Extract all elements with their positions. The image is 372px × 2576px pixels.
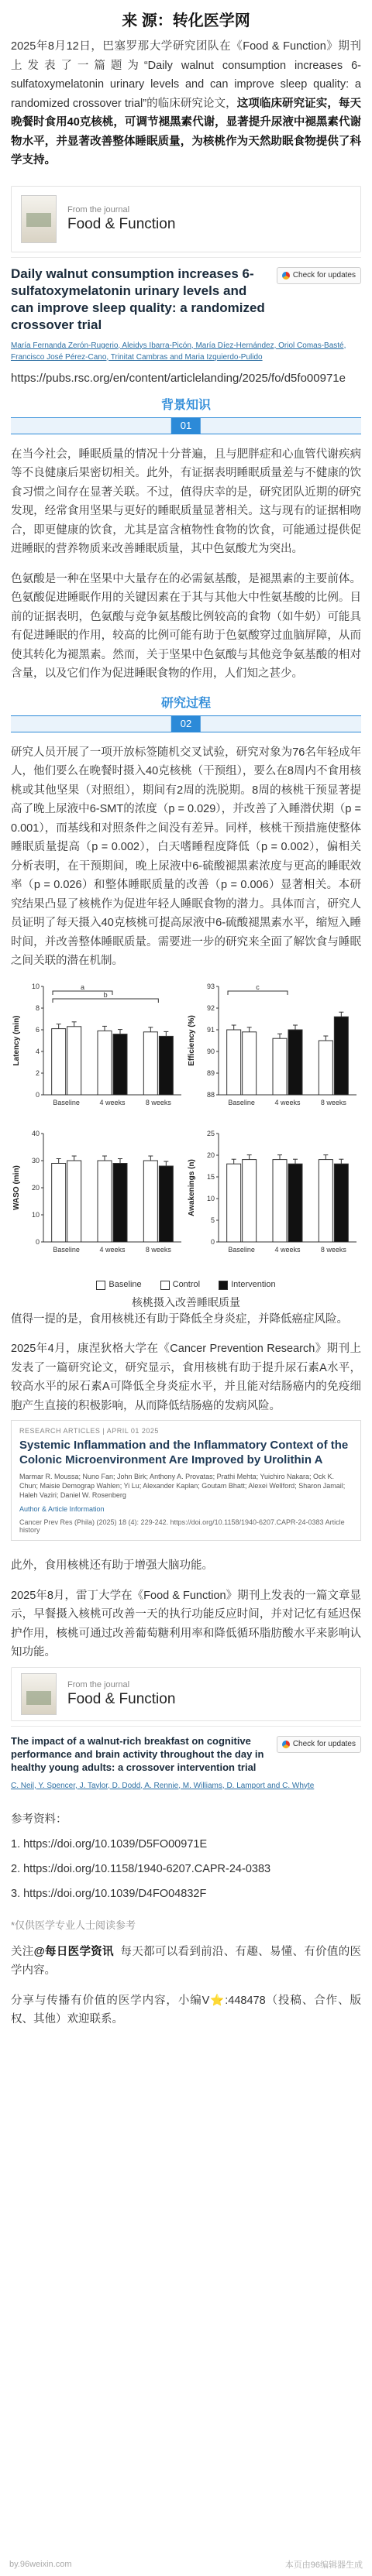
bar-control xyxy=(273,1159,287,1241)
bar-control xyxy=(319,1041,332,1095)
bar-control xyxy=(227,1030,241,1095)
brain-paragraph: 此外，食用核桃还有助于增强大脑功能。 xyxy=(11,1559,213,1572)
intro-paragraph xyxy=(0,37,372,170)
bar-control xyxy=(98,1161,112,1242)
bar-control xyxy=(273,1038,287,1095)
journal-name: Food & Function xyxy=(67,215,176,232)
legend-intervention: Intervention xyxy=(219,1280,275,1289)
article-title[interactable]: The impact of a walnut-rich breakfast on cognitive performance and brain activity throughout the day in healthy young adults: a crossover intervention trial xyxy=(11,1734,264,1773)
intro-bold: 这项临床研究证实，每天晚餐时食用40克核桃，可调节褪黑素代谢，显著提升尿液中褪黑素代谢物水平，并显著改善整体睡眠质量，为核桃作为天然助眠食物提供了科学支持。 xyxy=(11,97,361,166)
reference-item[interactable]: 2. https://doi.org/10.1158/1940-6207.CAPR-24-0383 xyxy=(11,1862,271,1875)
article-title[interactable]: Daily walnut consumption increases 6-sulfatoxymelatonin urinary levels and can improve sleep quality: a randomized crossover trial xyxy=(11,266,265,332)
y-axis-label: Latency (min) xyxy=(12,1014,21,1066)
section-process-head xyxy=(0,693,372,732)
bar-control xyxy=(143,1161,157,1242)
y-tick-label: 40 xyxy=(31,1129,40,1137)
significance-bracket xyxy=(53,999,158,1003)
inflammation-note: 值得一提的是，食用核桃还有助于降低全身炎症，并降低癌症风险。 xyxy=(11,1312,348,1326)
section-number: 01 xyxy=(171,418,201,434)
y-tick-label: 0 xyxy=(35,1090,40,1099)
check-updates-label: Check for updates xyxy=(292,271,356,280)
journal-card-2[interactable] xyxy=(11,1667,361,1721)
x-tick-label: 8 weeks xyxy=(320,1098,346,1106)
check-updates-button[interactable] xyxy=(277,1736,361,1753)
crossmark-icon xyxy=(282,272,290,280)
background-paragraph-2: 色氨酸是一种在坚果中大量存在的必需氨基酸，是褪黑素的主要前体。色氨酸促进睡眠作用的关键因素在于其与其他大中性氨基酸的比例。目前的证据表明，色氨酸与竞争氨基酸比例较高的食物（如牛奶）可能具有促进睡眠的作用，较高的比例可能有助于色氨酸穿过血脑屏障，从而使其转化为褪黑素。然而，关于坚果中色氨酸与其他竞争氨基酸的相对含量，以及它们作为促进睡眠食物的作用，人们知之甚少。 xyxy=(11,572,361,680)
latency-chart xyxy=(11,977,186,1124)
x-tick-label: Baseline xyxy=(53,1245,80,1254)
y-tick-label: 89 xyxy=(206,1068,215,1077)
reference-item[interactable]: 1. https://doi.org/10.1039/D5FO00971E xyxy=(11,1837,208,1851)
footer-right: 本页由96编辑器生成 xyxy=(284,2561,363,2570)
check-updates-label: Check for updates xyxy=(292,1740,356,1748)
bar-intervention xyxy=(334,1017,348,1095)
journal-meta: From the journal xyxy=(67,204,130,214)
x-tick-label: 4 weeks xyxy=(99,1245,126,1254)
y-axis-label: Efficiency (%) xyxy=(188,1014,196,1066)
legend-baseline: Baseline xyxy=(96,1280,141,1289)
author-info-link[interactable]: Author & Article Information xyxy=(19,1505,105,1513)
y-tick-label: 0 xyxy=(210,1237,215,1246)
article-url[interactable]: https://pubs.rsc.org/en/content/articlelanding/2025/fo/d5fo00971e xyxy=(11,371,346,385)
y-tick-label: 90 xyxy=(206,1047,215,1055)
account-name[interactable]: @每日医学资讯 xyxy=(33,1945,114,1958)
y-tick-label: 2 xyxy=(35,1068,40,1077)
chart-legend xyxy=(11,1280,361,1289)
y-tick-label: 88 xyxy=(206,1090,215,1099)
y-axis-label: Awakenings (n) xyxy=(188,1158,196,1216)
x-tick-label: 4 weeks xyxy=(274,1245,301,1254)
y-tick-label: 15 xyxy=(206,1172,215,1181)
y-tick-label: 5 xyxy=(210,1216,215,1224)
follow-suffix: 每天都可以看到前沿、有趣、易懂、有价值的医学内容。 xyxy=(11,1945,362,1977)
section-number-bar xyxy=(11,715,361,732)
bar-intervention xyxy=(113,1163,127,1242)
bar-control xyxy=(52,1163,66,1242)
significance-bracket xyxy=(228,991,288,995)
journal-cover-image xyxy=(21,1673,57,1715)
section-title: 背景知识 xyxy=(160,398,211,412)
follow-paragraph xyxy=(0,1943,372,1981)
y-tick-label: 6 xyxy=(35,1025,40,1034)
journal-card[interactable] xyxy=(11,186,361,252)
awakenings-chart xyxy=(186,1124,361,1271)
bar-control xyxy=(319,1159,332,1241)
share-paragraph: 分享与传播有价值的医学内容，小编V⭐:448478（投稿、合作、版权、其他）欢迎联系。 xyxy=(11,1994,361,2025)
y-tick-label: 10 xyxy=(31,982,40,990)
bar-intervention xyxy=(334,1164,348,1242)
footer-left: by.96weixin.com xyxy=(9,2560,72,2569)
y-tick-label: 25 xyxy=(206,1129,215,1137)
x-tick-label: 8 weeks xyxy=(145,1098,171,1106)
y-tick-label: 91 xyxy=(206,1025,215,1034)
section-title: 研究过程 xyxy=(160,696,211,710)
follow-prefix: 关注 xyxy=(11,1945,34,1958)
sleep-charts-figure xyxy=(11,977,361,1290)
y-tick-label: 93 xyxy=(206,982,215,990)
significance-label: c xyxy=(256,983,260,991)
significance-label: b xyxy=(103,990,108,999)
chart-caption: 核桃摄入改善睡眠质量 xyxy=(132,1295,240,1309)
legend-control: Control xyxy=(160,1280,200,1289)
research-article-card[interactable] xyxy=(11,1420,361,1541)
article-authors[interactable]: María Fernanda Zerón-Rugerio, Aleidys Ibarra-Picón, María Díez-Hernández, Oriol Comas-Basté, Francisco José Pérez-Cano, Trinitat Cambras and Maria Izquierdo-Pulido xyxy=(11,341,346,362)
journal-cover-image xyxy=(21,195,57,243)
x-tick-label: Baseline xyxy=(53,1098,80,1106)
x-tick-label: Baseline xyxy=(228,1245,255,1254)
references xyxy=(0,1807,372,1906)
bar-control xyxy=(227,1164,241,1242)
bar-intervention xyxy=(288,1030,302,1095)
journal-name: Food & Function xyxy=(67,1690,176,1707)
x-tick-label: 4 weeks xyxy=(274,1098,301,1106)
waso-chart xyxy=(11,1124,186,1271)
bar-intervention xyxy=(243,1159,257,1241)
article-authors: Marmar R. Moussa; Nuno Fan; John Birk; Anthony A. Provatas; Prathi Mehta; Yuichiro Nakara; Ock K. Chun; Maisie Demograp Wahlen; Yi Lu; Alexander Kaplan; Goutam Bhatt; Alexei Wellford; Sharon Jamail; Haleh Vaziri; Daniel W. Rosenberg xyxy=(19,1473,346,1499)
x-tick-label: 8 weeks xyxy=(145,1245,171,1254)
references-title: 参考资料： xyxy=(11,1813,67,1826)
bar-intervention xyxy=(67,1026,81,1094)
check-updates-button[interactable] xyxy=(277,267,361,284)
y-tick-label: 8 xyxy=(35,1003,40,1012)
article-category: RESEARCH ARTICLES | APRIL 01 2025 xyxy=(19,1427,159,1435)
bar-intervention xyxy=(288,1164,302,1242)
section-number: 02 xyxy=(171,716,201,732)
bar-intervention xyxy=(67,1161,81,1242)
article-citation: Cancer Prev Res (Phila) (2025) 18 (4): 229-242. https://doi.org/10.1158/1940-6207.CAPR-24-0383 Article history xyxy=(19,1518,345,1534)
bar-intervention xyxy=(159,1036,173,1095)
y-tick-label: 92 xyxy=(206,1003,215,1012)
background-paragraph-1: 在当今社会，睡眠质量的情况十分普遍，且与肥胖症和心血管代谢疾病等不良健康后果密切相关。此外，有证据表明睡眠质量差与不健康的饮食习惯之间存在显著关联。不过，值得庆幸的是，研究团队近期的研究发现，经常食用坚果与更好的睡眠质量显著相关。这与现有的证据相吻合，即更健康的饮食，尤其是富含植物性食物的饮食，可能通过提供促进睡眠的营养物质来改善睡眠质量，其中色氨酸尤为突出。 xyxy=(11,448,361,555)
section-background-head xyxy=(0,395,372,434)
section-number-bar xyxy=(11,417,361,434)
page-footer xyxy=(0,2553,372,2576)
y-tick-label: 0 xyxy=(35,1237,40,1246)
efficiency-chart xyxy=(186,977,361,1124)
bar-intervention xyxy=(243,1031,257,1094)
bar-intervention xyxy=(159,1166,173,1242)
journal-meta: From the journal xyxy=(67,1679,130,1689)
source-header: 来 源：转化医学网 xyxy=(122,12,250,29)
crossmark-icon xyxy=(282,1741,290,1748)
y-tick-label: 10 xyxy=(206,1194,215,1202)
y-tick-label: 20 xyxy=(206,1151,215,1159)
bar-intervention xyxy=(113,1034,127,1094)
article-authors[interactable]: C. Neil, Y. Spencer, J. Taylor, D. Dodd, A. Rennie, M. Williams, D. Lamport and C. Whyte xyxy=(11,1781,315,1790)
x-tick-label: 4 weeks xyxy=(99,1098,126,1106)
bar-control xyxy=(98,1031,112,1095)
intro-plain: 2025年8月12日，巴塞罗那大学研究团队在《Food & Function》期刊上发表了一篇题为“Daily walnut consumption increases 6-sulfatoxymelatonin urinary levels and can improve sleep quality: a randomized crossover trial”的临床研究论文， xyxy=(11,40,361,110)
y-tick-label: 10 xyxy=(31,1210,40,1219)
article-title[interactable]: Systemic Inflammation and the Inflammatory Context of the Colonic Microenvironment Are Improved by Urolithin A xyxy=(19,1439,349,1466)
y-tick-label: 30 xyxy=(31,1156,40,1165)
process-paragraph: 研究人员开展了一项开放标签随机交叉试验，研究对象为76名年轻成年人，他们要么在晚餐时摄入40克核桃（干预组），要么在8周内不食用核桃或其他坚果（对照组），期间有2周的洗脱期。8周的核桃干预显著提高了晚上尿液中6-SMT的浓度（p = 0.029），并改善了入睡潜伏期（p = 0.001），而基线和对照条件之间没有差异。同样，核桃干预措施使整体睡眠质量提高（p = 0.002），白天嗜睡程度降低（p = 0.002），偏相关分析表明，在干预期间，晚上尿液中6-硫酸褪黑素浓度与更高的睡眠效率（p = 0.026）和整体睡眠质量的改善（p = 0.006）显著相关。本研究结果凸显了核桃作为促进年轻人睡眠食物的潜力。具体而言，研究人员证明了每天摄入40克核桃可提高尿液中6-硫酸褪黑素水平，缩短入睡时间，并改善整体睡眠质量。需要进一步的研究来全面了解饮食与睡眠之间关联的潜在机制。 xyxy=(11,746,361,967)
bar-control xyxy=(143,1031,157,1094)
x-tick-label: Baseline xyxy=(228,1098,255,1106)
y-tick-label: 20 xyxy=(31,1183,40,1192)
reference-item[interactable]: 3. https://doi.org/10.1039/D4FO04832F xyxy=(11,1887,207,1900)
bar-control xyxy=(52,1028,66,1094)
cancer-paragraph: 2025年4月，康涅狄格大学在《Cancer Prevention Research》期刊上发表了一篇研究论文，研究显示，食用核桃有助于提升尿石素A水平，较高水平的尿石素A可降低全身炎症水平，并且能对结肠癌内的免疫细胞产生直接的积极影响，从而降低结肠癌的发病风险。 xyxy=(11,1343,361,1412)
article-card-2[interactable] xyxy=(11,1726,361,1792)
x-tick-label: 8 weeks xyxy=(320,1245,346,1254)
y-axis-label: WASO (min) xyxy=(12,1165,21,1210)
y-tick-label: 4 xyxy=(35,1047,40,1055)
brain-paragraph-2: 2025年8月，雷丁大学在《Food & Function》期刊上发表的一篇文章显示，早餐摄入核桃可改善一天的执行功能反应时间，并对记忆有延迟保护作用，核桃可通过改善葡萄糖利用率和降低循环脂肪酸水平来影响认知功能。 xyxy=(11,1589,361,1658)
article-card[interactable] xyxy=(11,257,361,363)
disclaimer: *仅供医学专业人士阅读参考 xyxy=(11,1919,136,1931)
significance-label: a xyxy=(80,983,85,991)
